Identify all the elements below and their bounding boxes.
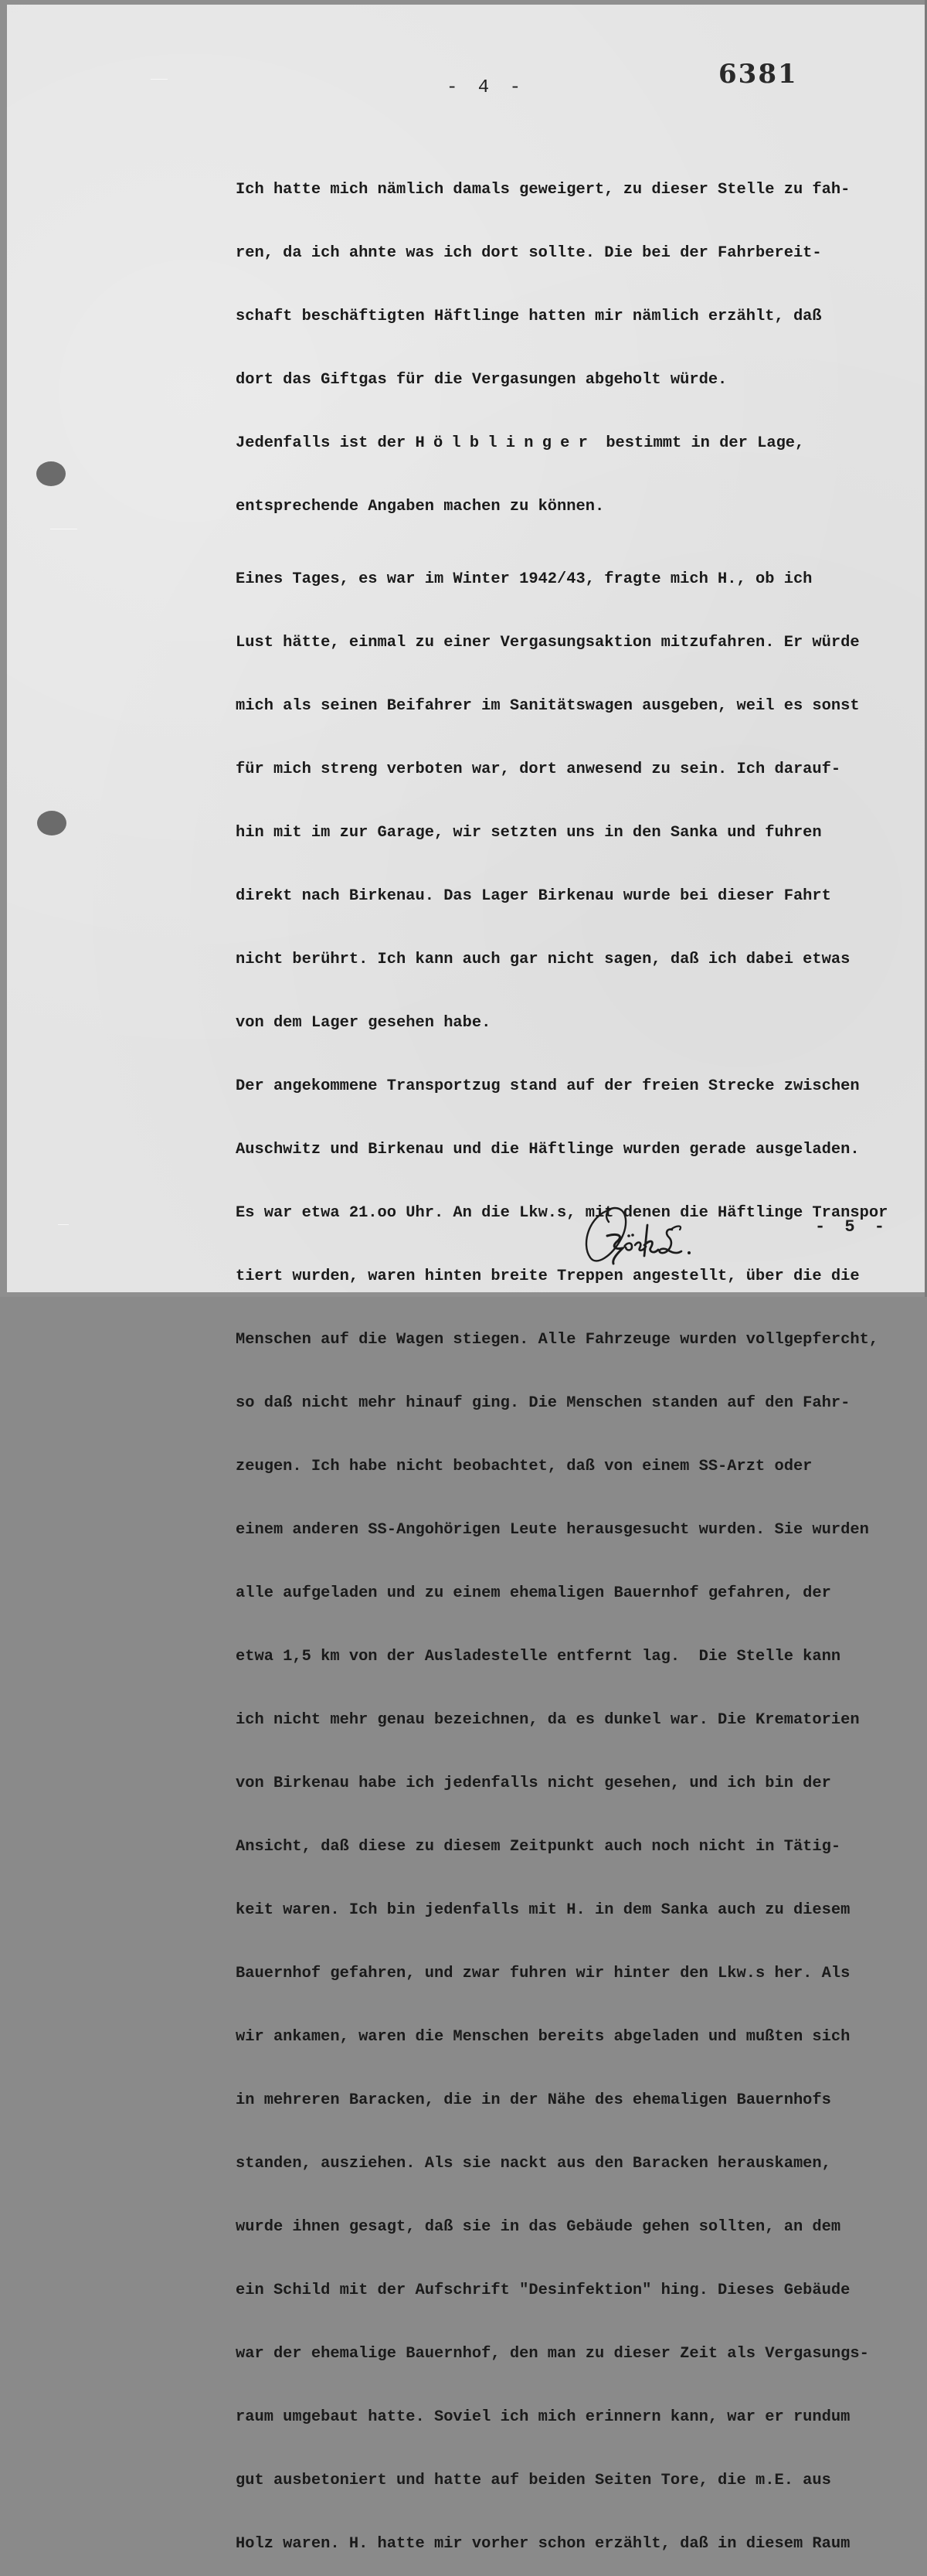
text-line: ich nicht mehr genau bezeichnen, da es dunkel war. Die Krematorien [236, 1711, 860, 1729]
stamp-number: 6381 [718, 59, 798, 90]
text-line: einem anderen SS-Angohörigen Leute herausgesucht wurden. Sie wurden [236, 1521, 869, 1539]
text-segment: bestimmt in der Lage, [596, 434, 805, 452]
text-line: für mich streng verboten war, dort anwesend zu sein. Ich darauf- [236, 761, 841, 778]
spaced-name: Hölblinger [415, 434, 597, 452]
text-line: ren, da ich ahnte was ich dort sollte. Die bei der Fahrbereit- [236, 244, 822, 262]
text-line: Es war etwa 21.oo Uhr. An die Lkw.s, mit denen die Häftlinge Transpor [236, 1204, 888, 1222]
text-line: zeugen. Ich habe nicht beobachtet, daß von einem SS-Arzt oder [236, 1458, 813, 1475]
text-line: mich als seinen Beifahrer im Sanitätswagen ausgeben, weil es sonst [236, 697, 860, 715]
text-line [236, 430, 927, 458]
text-line: ein Schild mit der Aufschrift "Desinfektion" hing. Dieses Gebäude [236, 2282, 851, 2299]
text-line: standen, ausziehen. Als sie nackt aus den Baracken herauskamen, [236, 2155, 831, 2173]
text-line: schaft beschäftigten Häftlinge hatten mir nämlich erzählt, daß [236, 308, 822, 325]
signature [581, 1202, 720, 1271]
text-line: alle aufgeladen und zu einem ehemaligen Bauernhof gefahren, der [236, 1584, 831, 1602]
continuation-marker: - 5 - [815, 1217, 890, 1237]
text-line: gut ausbetoniert und hatte auf beiden Seiten Tore, die m.E. aus [236, 2472, 831, 2489]
text-line: von dem Lager gesehen habe. [236, 1014, 491, 1032]
text-line: Holz waren. H. hatte mir vorher schon erzählt, daß in diesem Raum [236, 2535, 851, 2553]
punch-hole-bottom [37, 811, 66, 835]
text-line: so daß nicht mehr hinauf ging. Die Menschen standen auf den Fahr- [236, 1394, 851, 1412]
text-line: Ansicht, daß diese zu diesem Zeitpunkt auch noch nicht in Tätig- [236, 1838, 841, 1856]
text-line: Menschen auf die Wagen stiegen. Alle Fahrzeuge wurden vollgepfercht, [236, 1331, 879, 1349]
scan-artifact [58, 1224, 69, 1225]
punch-hole-top [36, 461, 66, 486]
text-line: in mehreren Baracken, die in der Nähe des ehemaligen Bauernhofs [236, 2091, 831, 2109]
text-line: etwa 1,5 km von der Ausladestelle entfernt lag. Die Stelle kann [236, 1648, 841, 1666]
text-segment: Jedenfalls ist der [236, 434, 416, 452]
text-line: Auschwitz und Birkenau und die Häftlinge wurden gerade ausgeladen. [236, 1141, 860, 1159]
text-line: wurde ihnen gesagt, daß sie in das Gebäude gehen sollten, an dem [236, 2218, 841, 2236]
text-line: war der ehemalige Bauernhof, den man zu dieser Zeit als Vergasungs- [236, 2345, 869, 2363]
text-line: Lust hätte, einmal zu einer Vergasungsaktion mitzufahren. Er würde [236, 634, 860, 652]
text-line: hin mit im zur Garage, wir setzten uns in den Sanka und fuhren [236, 824, 822, 842]
text-line: Der angekommene Transportzug stand auf der freien Strecke zwischen [236, 1077, 860, 1095]
text-line: wir ankamen, waren die Menschen bereits abgeladen und mußten sich [236, 2028, 851, 2046]
text-line: Eines Tages, es war im Winter 1942/43, fragte mich H., ob ich [236, 570, 813, 588]
text-line: von Birkenau habe ich jedenfalls nicht gesehen, und ich bin der [236, 1775, 831, 1792]
text-line: Ich hatte mich nämlich damals geweigert, zu dieser Stelle zu fah- [236, 181, 851, 199]
text-line: Bauernhof gefahren, und zwar fuhren wir hinter den Lkw.s her. Als [236, 1965, 851, 1982]
text-line: raum umgebaut hatte. Soviel ich mich erinnern kann, war er rundum [236, 2408, 851, 2426]
text-line: keit waren. Ich bin jedenfalls mit H. in dem Sanka auch zu diesem [236, 1901, 851, 1919]
body-text [236, 141, 927, 2576]
text-line: nicht berührt. Ich kann auch gar nicht sagen, daß ich dabei etwas [236, 951, 851, 968]
text-line: tiert wurden, waren hinten breite Treppen angestellt, über die die [236, 1268, 860, 1285]
text-line: direkt nach Birkenau. Das Lager Birkenau wurde bei dieser Fahrt [236, 887, 831, 905]
scan-artifact [151, 79, 168, 80]
text-line: entsprechende Angaben machen zu können. [236, 498, 605, 516]
page-number: - 4 - [447, 77, 526, 98]
text-line: dort das Giftgas für die Vergasungen abgeholt würde. [236, 371, 728, 389]
